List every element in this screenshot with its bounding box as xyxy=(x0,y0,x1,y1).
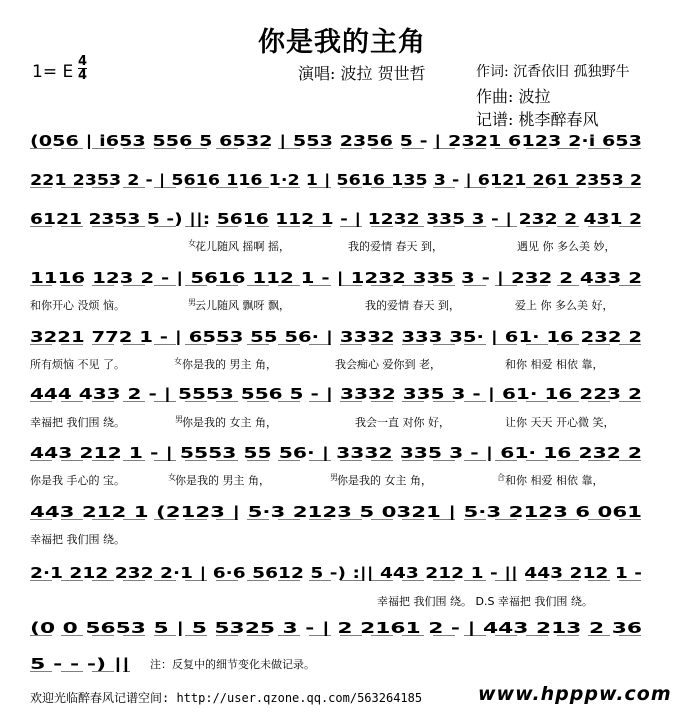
voice-marker: 男 xyxy=(188,298,196,307)
song-title: 你是我的主角 xyxy=(258,27,426,58)
voice-marker: 男 xyxy=(330,473,338,482)
score-line xyxy=(30,170,644,190)
score-line xyxy=(30,502,644,522)
lyric-text: 和你 相爱 相依 靠， xyxy=(505,474,604,487)
score-line xyxy=(30,131,644,151)
lyric-text: 你是我的 女主 角， xyxy=(182,416,277,429)
notation-row: 444 433 2 - | 5553 556 5 - | 3332 335 3 - | 61· 16 223 2 xyxy=(30,385,489,402)
notation-row: (0 0 5653 5 | 5 5325 3 - | 2 2161 2 - | 443 213 2 36 xyxy=(30,619,452,636)
lyric-text: 和你开心 没烦 恼。 xyxy=(30,299,125,312)
score-line xyxy=(30,384,644,404)
notation-row: 443 212 1 (2123 | 5·3 2123 5 0321 | 5·3 2123 6 061 xyxy=(30,503,462,520)
score-line xyxy=(30,654,644,674)
lyric-text: 幸福把 我们围 绕。 xyxy=(30,533,125,546)
voice-marker: 合 xyxy=(497,473,505,482)
notation-row: 221 2353 2 - | 5616 116 1·2 1 | 5616 135 3 - | 6121 261 2353 2 xyxy=(30,171,556,188)
key-signature: 1= E xyxy=(32,62,74,82)
lyric-text: 遇见 你 多么美 妙， xyxy=(517,240,616,253)
score-line xyxy=(30,268,644,288)
notation-row: 6121 2353 5 -) ||: 5616 112 1 - | 1232 335 3 - | 232 2 431 2 xyxy=(30,210,522,227)
transcriber-credit: 记谱: 桃李醉春风 xyxy=(476,110,599,129)
score-line xyxy=(30,327,644,347)
notation-row: 5 - - -) || xyxy=(30,655,98,672)
score-line xyxy=(30,563,644,583)
lyric-text: 花儿随风 摇啊 摇， xyxy=(195,240,290,253)
meter-bottom: 4 xyxy=(78,68,88,83)
lyric-text: 我的爱情 春天 到， xyxy=(365,299,460,312)
lyric-text: 你是我的 女主 角， xyxy=(337,474,432,487)
lyric-text: 爱上 你 多么美 好， xyxy=(515,299,614,312)
lyric-text: 幸福把 我们围 绕。 D.S 幸福把 我们围 绕。 xyxy=(377,595,593,608)
lyric-text: 你是我的 男主 角， xyxy=(175,474,270,487)
lyric-text: 和你 相爱 相依 靠， xyxy=(505,358,604,371)
lyric-text: 你是我的 男主 角， xyxy=(182,358,277,371)
footer-url: 欢迎光临醉春风记谱空间: http://user.qzone.qq.com/563264185 xyxy=(30,691,423,705)
notation-row: 443 212 1 - | 5553 55 56· | 3332 335 3 - | 61· 16 232 2 xyxy=(30,444,483,461)
lyric-text: 云儿随风 飘呀 飘， xyxy=(195,299,290,312)
lyric-text: 我的爱情 春天 到， xyxy=(348,240,443,253)
footnote: 注：反复中的细节变化未做记录。 xyxy=(150,658,315,671)
lyric-text: 我会一直 对你 好， xyxy=(355,416,450,429)
singers-credit: 演唱: 波拉 贺世哲 xyxy=(298,64,426,83)
lyric-text: 我会痴心 爱你到 老， xyxy=(335,358,441,371)
score-line xyxy=(30,618,644,638)
lyric-text: 所有烦恼 不见 了。 xyxy=(30,358,125,371)
lyricist-credit: 作词: 沉香依旧 孤独野牛 xyxy=(476,64,630,80)
score-line xyxy=(30,209,644,229)
voice-marker: 男 xyxy=(175,415,183,424)
notation-row: 2·1 212 232 2·1 | 6·6 5612 5 -) :|| 443 212 1 - || 443 212 1 - xyxy=(30,564,524,581)
site-watermark: www.hpppw.com xyxy=(478,683,672,705)
notation-row: (056 | i653 556 5 6532 | 553 2356 5 - | 2321 6123 2·i 653 xyxy=(30,132,509,149)
composer-credit: 作曲: 波拉 xyxy=(476,87,551,106)
score-line xyxy=(30,443,644,463)
voice-marker: 女 xyxy=(168,473,176,482)
lyric-text: 你是我 手心的 宝。 xyxy=(30,474,125,487)
notation-row: 3221 772 1 - | 6553 55 56· | 3332 333 35· | 61· 16 232 2 xyxy=(30,328,498,345)
notation-row: 1116 123 2 - | 5616 112 1 - | 1232 335 3 - | 232 2 433 2 xyxy=(30,269,494,286)
lyric-text: 让你 天天 开心微 笑， xyxy=(505,416,615,429)
meter-top: 4 xyxy=(78,54,88,69)
voice-marker: 女 xyxy=(188,239,196,248)
voice-marker: 女 xyxy=(174,357,182,366)
lyric-text: 幸福把 我们围 绕。 xyxy=(30,416,125,429)
